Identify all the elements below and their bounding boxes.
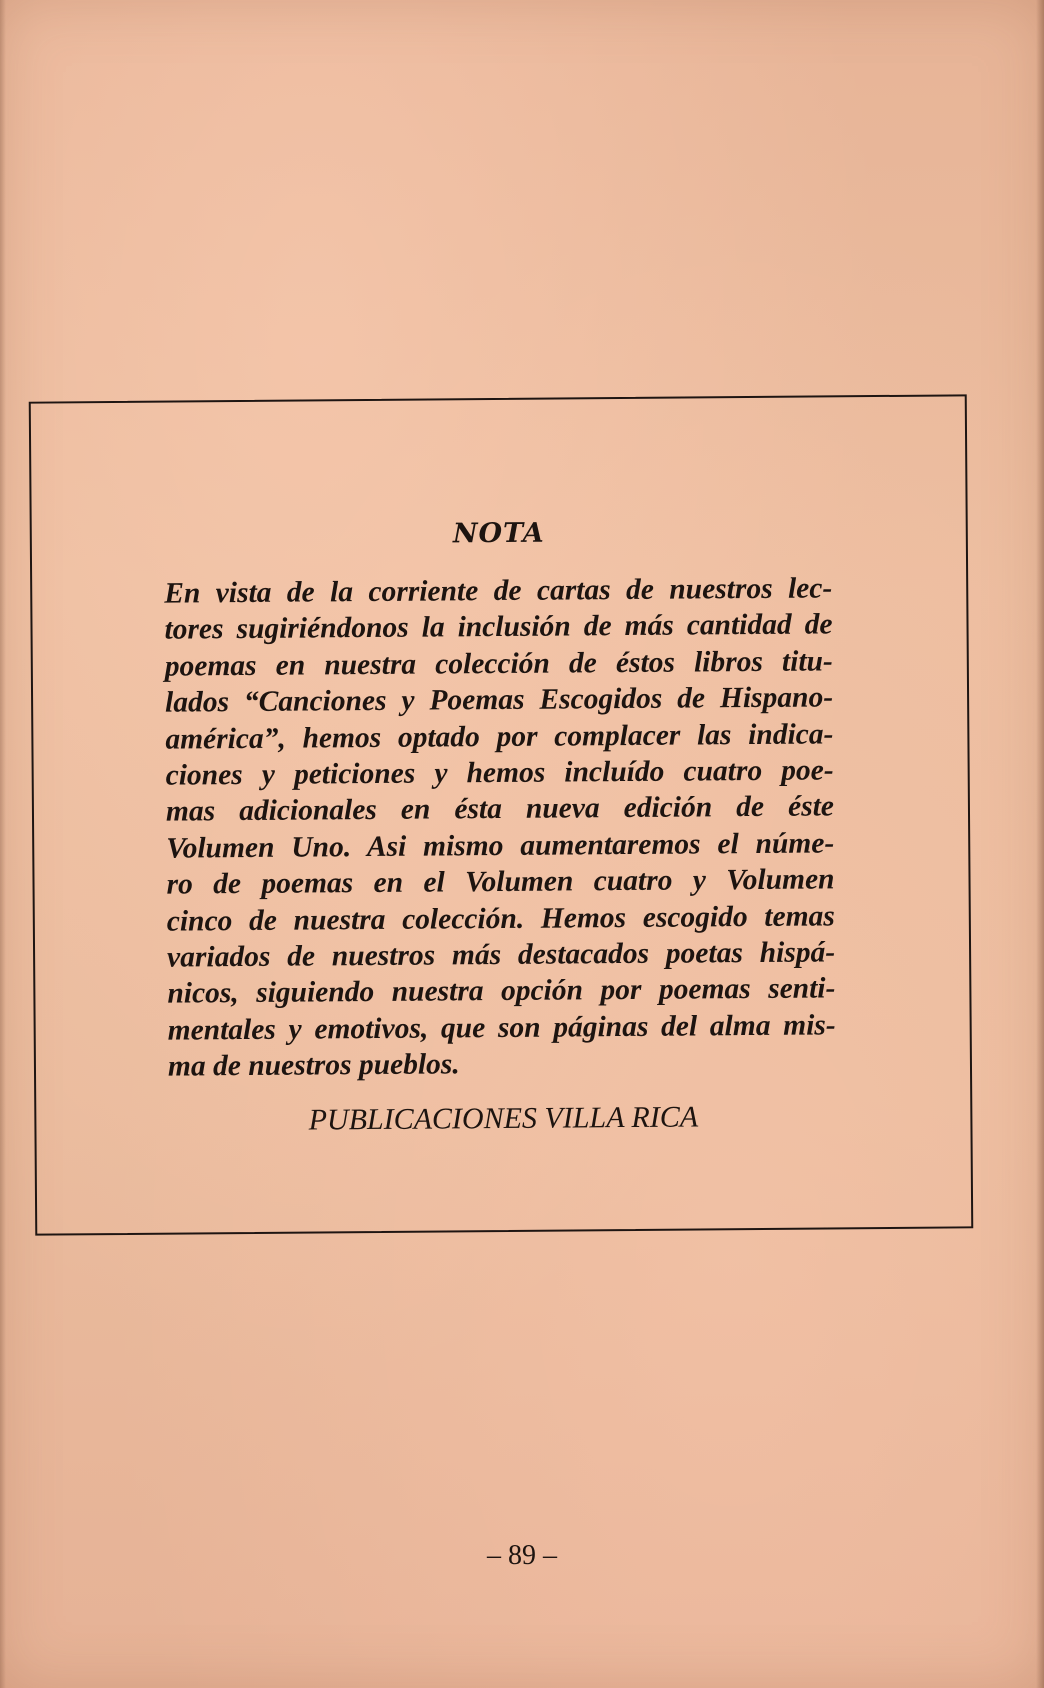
note-line: lados “Canciones y Poemas Escogidos de Hispano- bbox=[164, 681, 834, 719]
note-line: ma de nuestros pueblos. bbox=[167, 1048, 460, 1083]
note-body bbox=[164, 570, 836, 1085]
note-line: variados de nuestros más destacados poetas hispá- bbox=[166, 936, 836, 974]
note-line: nicos, siguiendo nuestra opción por poemas senti- bbox=[167, 972, 836, 1011]
note-line: américa”, hemos optado por complacer las indica- bbox=[165, 718, 834, 756]
note-title: NOTA bbox=[452, 517, 545, 550]
note-line: En vista de la corriente de cartas de nuestros lec- bbox=[164, 572, 833, 610]
page-right-edge bbox=[1036, 0, 1044, 1688]
note-line: poemas en nuestra colección de éstos libros titu- bbox=[164, 645, 833, 683]
note-line: cinco de nuestra colección. Hemos escogido temas bbox=[166, 900, 835, 938]
page-number: – 89 – bbox=[487, 1540, 557, 1571]
note-line: Volumen Uno. Asi mismo aumentaremos el núme- bbox=[166, 827, 835, 865]
note-line: ciones y peticiones y hemos incluído cuatro poe- bbox=[165, 754, 834, 792]
page-left-edge bbox=[0, 0, 6, 1688]
note-line: mentales y emotivos, que son páginas del alma mis- bbox=[167, 1009, 836, 1047]
publisher-signature: PUBLICACIONES VILLA RICA bbox=[308, 1100, 699, 1137]
note-line: tores sugiriéndonos la inclusión de más cantidad de bbox=[164, 608, 833, 647]
note-line: ro de poemas en el Volumen cuatro y Volumen bbox=[166, 863, 835, 901]
note-box bbox=[29, 394, 974, 1235]
note-line: mas adicionales en ésta nueva edición de éste bbox=[165, 790, 835, 829]
